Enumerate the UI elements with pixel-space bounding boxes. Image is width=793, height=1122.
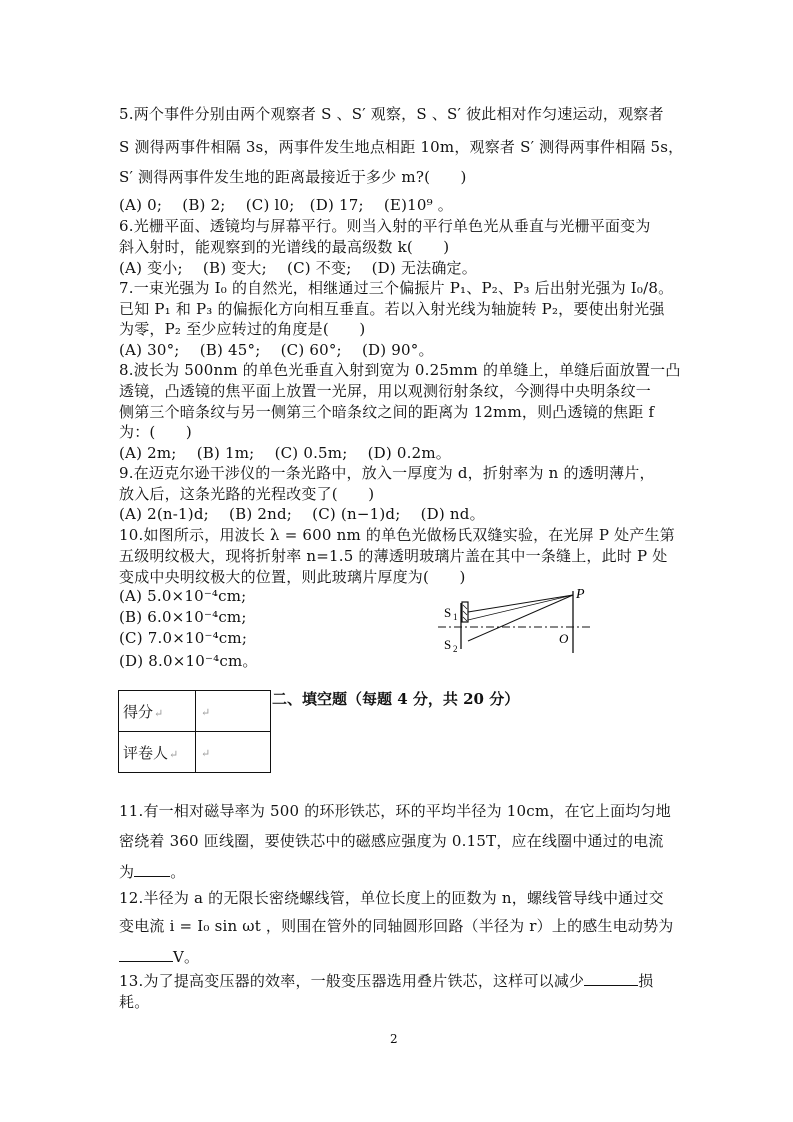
label-p: P	[576, 587, 585, 602]
question-13-line-2: 耗。	[119, 993, 150, 1011]
answer-blank-12[interactable]	[119, 947, 173, 962]
question-9-options: (A) 2(n-1)d; (B) 2nd; (C) (n−1)d; (D) nd。	[119, 505, 485, 523]
question-6-line-2: 斜入射时，能观察到的光谱线的最高级数 k( )	[119, 238, 450, 256]
question-7-line-2: 已知 P₁ 和 P₃ 的偏振化方向相互垂直。若以入射光线为轴旋转 P₂，要使出射光强	[119, 300, 665, 318]
question-8-line-3: 侧第三个暗条纹与另一侧第三个暗条纹之间的距离为 12mm，则凸透镜的焦距 f	[119, 403, 655, 421]
question-10-option-d: (D) 8.0×10⁻⁴cm。	[119, 652, 258, 670]
grader-label-cell: 评卷人↵	[119, 732, 196, 773]
question-9-line-2: 放入后，这条光路的光程改变了( )	[119, 485, 375, 503]
question-11-line-2: 密绕着 360 匝线圈，要使铁芯中的磁感应强度为 0.15T，应在线圈中通过的电流	[119, 832, 664, 850]
question-6-line-1: 6.光栅平面、透镜均与屏幕平行。则当入射的平行单色光从垂直与光栅平面变为	[119, 217, 651, 235]
label-o: O	[559, 631, 569, 646]
question-8-line-2: 透镜，凸透镜的焦平面上放置一光屏，用以观测衍射条纹，今测得中央明条纹一	[119, 382, 652, 400]
question-11-line-3: 为 。	[119, 863, 186, 881]
question-12-line-2: 变电流 i = I₀ sin ωt ，则围在管外的同轴圆形回路（半径为 r）上的感生电动势为	[119, 917, 674, 935]
question-7-line-3: 为零，P₂ 至少应转过的角度是( )	[119, 320, 366, 338]
question-8-line-1: 8.波长为 500nm 的单色光垂直入射到宽为 0.25mm 的单缝上，单缝后面放置一凸	[119, 361, 681, 379]
label-s1-subscript: 1	[453, 612, 458, 622]
question-5-line-1: 5.两个事件分别由两个观察者 S 、S′ 观察，S 、S′ 彼此相对作匀速运动，观察者	[119, 105, 664, 123]
question-8-options: (A) 2m; (B) 1m; (C) 0.5m; (D) 0.2m。	[119, 444, 452, 462]
score-value-cell[interactable]: ↵	[196, 691, 271, 732]
question-11-line-1: 11.有一相对磁导率为 500 的环形铁芯，环的平均半径为 10cm，在它上面均匀地	[119, 802, 671, 820]
score-table	[118, 690, 271, 773]
label-s2: S	[444, 637, 452, 652]
answer-blank-13[interactable]	[584, 971, 638, 986]
grader-value-cell[interactable]: ↵	[196, 732, 271, 773]
question-7-options: (A) 30°; (B) 45°; (C) 60°; (D) 90°。	[119, 341, 434, 359]
question-10-option-a: (A) 5.0×10⁻⁴cm;	[119, 587, 247, 605]
section-title: 二、填空题（每题 4 分，共 20 分）	[272, 690, 520, 708]
question-5-options: (A) 0; (B) 2; (C) l0; (D) 17; (E)10⁹ 。	[119, 196, 454, 214]
score-label-cell: 得分↵	[119, 691, 196, 732]
question-8-line-4: 为：( )	[119, 423, 192, 441]
question-10-line-2: 五级明纹极大，现将折射率 n=1.5 的薄透明玻璃片盖在其中一条缝上，此时 P 处	[119, 547, 668, 565]
double-slit-diagram	[438, 585, 598, 655]
question-10-line-3: 变成中央明纹极大的位置，则此玻璃片厚度为( )	[119, 568, 466, 586]
question-7-line-1: 7.一束光强为 I₀ 的自然光，相继通过三个偏振片 P₁、P₂、P₃ 后出射光强为 I₀/8。	[119, 279, 674, 297]
question-5-line-2: S 测得两事件相隔 3s，两事件发生地点相距 10m，观察者 S′ 测得两事件相隔 5s，	[119, 138, 684, 156]
question-12-line-1: 12.半径为 a 的无限长密绕螺线管，单位长度上的匝数为 n，螺线管导线中通过交	[119, 889, 664, 907]
answer-blank-11[interactable]	[134, 862, 170, 877]
question-10-option-b: (B) 6.0×10⁻⁴cm;	[119, 608, 247, 626]
question-9-line-1: 9.在迈克尔逊干涉仪的一条光路中，放入一厚度为 d，折射率为 n 的透明薄片，	[119, 464, 655, 482]
question-13-line-1: 13.为了提高变压器的效率，一般变压器选用叠片铁芯，这样可以减少 损	[119, 972, 654, 990]
ray-s2-p	[468, 595, 573, 641]
question-5-line-3: S′ 测得两事件发生地的距离最接近于多少 m?( )	[119, 168, 467, 186]
ray-s1-p	[468, 595, 573, 612]
label-s2-subscript: 2	[453, 644, 458, 654]
label-s1: S	[444, 605, 452, 620]
page-number: 2	[390, 1032, 398, 1046]
question-6-options: (A) 变小; (B) 变大; (C) 不变; (D) 无法确定。	[119, 259, 477, 277]
question-10-option-c: (C) 7.0×10⁻⁴cm;	[119, 629, 248, 647]
question-12-line-3: V。	[119, 946, 199, 967]
question-10-line-1: 10.如图所示，用波长 λ = 600 nm 的单色光做杨氏双缝实验，在光屏 P 处产生第	[119, 526, 675, 544]
